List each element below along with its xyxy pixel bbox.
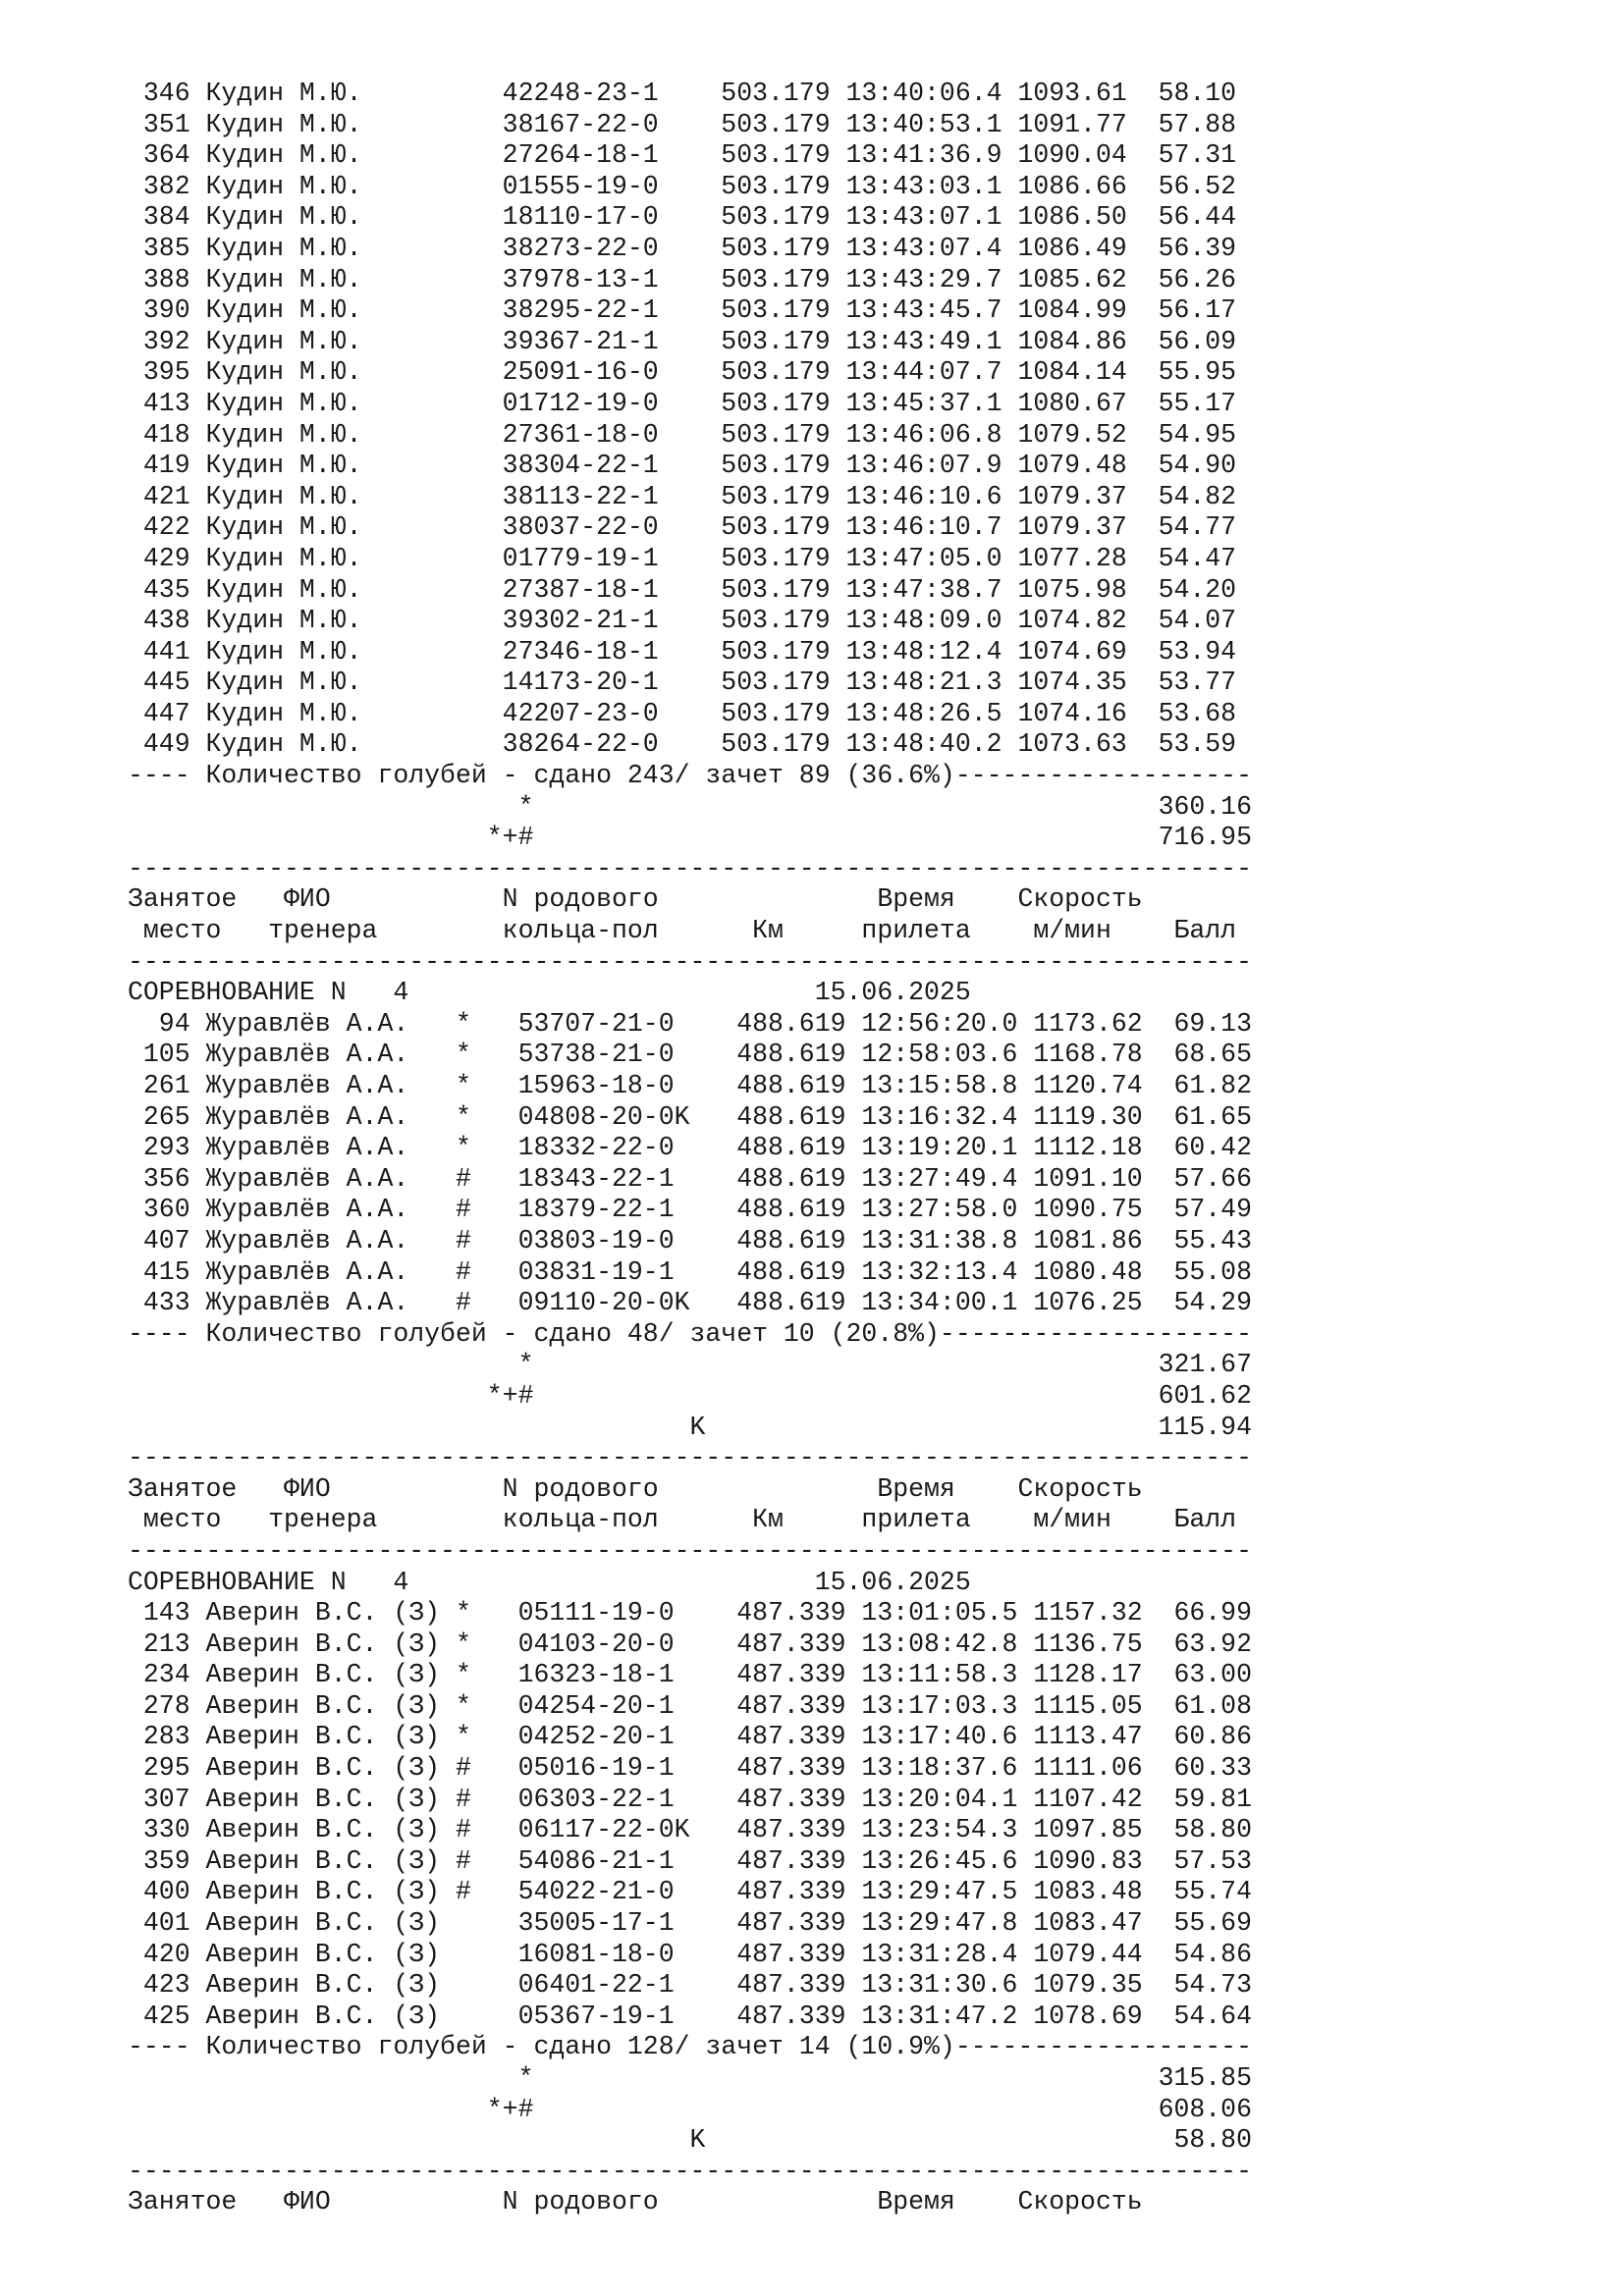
report-line: 438 Кудин М.Ю. 39302-21-1 503.179 13:48:09.0 1074.82 54.07: [128, 606, 1237, 636]
report-line: Занятое ФИО N родового Время Скорость: [128, 1473, 1143, 1504]
report-line: 382 Кудин М.Ю. 01555-19-0 503.179 13:43:03.1 1086.66 56.52: [128, 171, 1237, 201]
report-line: 385 Кудин М.Ю. 38273-22-0 503.179 13:43:07.4 1086.49 56.39: [128, 233, 1237, 263]
report-line: ------------------------------------------------------------------------: [128, 2156, 1252, 2186]
report-line: 364 Кудин М.Ю. 27264-18-1 503.179 13:41:36.9 1090.04 57.31: [128, 140, 1237, 171]
report-line: 283 Аверин В.С. (З) * 04252-20-1 487.339 13:17:40.6 1113.47 60.86: [128, 1722, 1252, 1752]
report-line: 413 Кудин М.Ю. 01712-19-0 503.179 13:45:37.1 1080.67 55.17: [128, 388, 1237, 418]
report-line: *+# 716.95: [128, 823, 1252, 853]
report-line: Занятое ФИО N родового Время Скорость: [128, 2187, 1143, 2217]
report-line: 441 Кудин М.Ю. 27346-18-1 503.179 13:48:12.4 1074.69 53.94: [128, 636, 1237, 667]
report-line: 94 Журавлёв А.А. * 53707-21-0 488.619 12:56:20.0 1173.62 69.13: [128, 1008, 1252, 1039]
report-line: 390 Кудин М.Ю. 38295-22-1 503.179 13:43:45.7 1084.99 56.17: [128, 295, 1237, 326]
report-line: место тренера кольца-пол Км прилета м/мин Балл: [128, 1505, 1237, 1535]
report-line: 359 Аверин В.С. (З) # 54086-21-1 487.339 13:26:45.6 1090.83 57.53: [128, 1845, 1252, 1876]
report-line: 261 Журавлёв А.А. * 15963-18-0 488.619 13:15:58.8 1120.74 61.82: [128, 1071, 1252, 1100]
report-line: 388 Кудин М.Ю. 37978-13-1 503.179 13:43:29.7 1085.62 56.26: [128, 264, 1237, 294]
report-line: ---- Количество голубей - сдано 48/ зачет 10 (20.8%)--------------------: [128, 1318, 1252, 1349]
report-line: 407 Журавлёв А.А. # 03803-19-0 488.619 13:31:38.8 1081.86 55.43: [128, 1225, 1252, 1255]
report-line: 234 Аверин В.С. (З) * 16323-18-1 487.339 13:11:58.3 1128.17 63.00: [128, 1660, 1252, 1690]
report-line: СОРЕВНОВАНИЕ N 4 15.06.2025: [128, 1567, 971, 1597]
report-line: * 315.85: [128, 2063, 1252, 2093]
report-line: 360 Журавлёв А.А. # 18379-22-1 488.619 13:27:58.0 1090.75 57.49: [128, 1195, 1252, 1225]
report-line: СОРЕВНОВАНИЕ N 4 15.06.2025: [128, 978, 971, 1008]
report-line: * 321.67: [128, 1350, 1252, 1380]
report-line: 307 Аверин В.С. (З) # 06303-22-1 487.339 13:20:04.1 1107.42 59.81: [128, 1784, 1252, 1814]
report-line: 392 Кудин М.Ю. 39367-21-1 503.179 13:43:49.1 1084.86 56.09: [128, 326, 1237, 356]
report-line: 422 Кудин М.Ю. 38037-22-0 503.179 13:46:10.7 1079.37 54.77: [128, 512, 1237, 543]
report-line: 429 Кудин М.Ю. 01779-19-1 503.179 13:47:05.0 1077.28 54.47: [128, 543, 1237, 573]
report-line: 421 Кудин М.Ю. 38113-22-1 503.179 13:46:10.6 1079.37 54.82: [128, 481, 1237, 511]
report-line: ---- Количество голубей - сдано 243/ зачет 89 (36.6%)-------------------: [128, 761, 1252, 791]
report-line: 425 Аверин В.С. (З) 05367-19-1 487.339 13:31:47.2 1078.69 54.64: [128, 2001, 1252, 2031]
report-line: K 58.80: [128, 2125, 1252, 2156]
report-line: *+# 608.06: [128, 2094, 1252, 2124]
report-line: 395 Кудин М.Ю. 25091-16-0 503.179 13:44:07.7 1084.14 55.95: [128, 357, 1237, 388]
report-line: 419 Кудин М.Ю. 38304-22-1 503.179 13:46:07.9 1079.48 54.90: [128, 451, 1237, 481]
report-line: ------------------------------------------------------------------------: [128, 1443, 1252, 1473]
report-line: 420 Аверин В.С. (З) 16081-18-0 487.339 13:31:28.4 1079.44 54.86: [128, 1939, 1252, 1969]
report-line: 447 Кудин М.Ю. 42207-23-0 503.179 13:48:26.5 1074.16 53.68: [128, 698, 1237, 728]
report-line: 449 Кудин М.Ю. 38264-22-0 503.179 13:48:40.2 1073.63 53.59: [128, 729, 1237, 760]
results-report: [128, 79, 1252, 2218]
report-line: ------------------------------------------------------------------------: [128, 853, 1252, 883]
report-line: 401 Аверин В.С. (З) 35005-17-1 487.339 13:29:47.8 1083.47 55.69: [128, 1908, 1252, 1939]
report-line: ---- Количество голубей - сдано 128/ зачет 14 (10.9%)-------------------: [128, 2032, 1252, 2062]
report-line: 418 Кудин М.Ю. 27361-18-0 503.179 13:46:06.8 1079.52 54.95: [128, 419, 1237, 450]
report-line: 293 Журавлёв А.А. * 18332-22-0 488.619 13:19:20.1 1112.18 60.42: [128, 1133, 1252, 1163]
report-line: *+# 601.62: [128, 1380, 1252, 1411]
report-line: 433 Журавлёв А.А. # 09110-20-0K 488.619 13:34:00.1 1076.25 54.29: [128, 1288, 1252, 1318]
report-line: 445 Кудин М.Ю. 14173-20-1 503.179 13:48:21.3 1074.35 53.77: [128, 667, 1237, 698]
report-line: 400 Аверин В.С. (З) # 54022-21-0 487.339 13:29:47.5 1083.48 55.74: [128, 1877, 1252, 1907]
report-line: * 360.16: [128, 791, 1252, 822]
report-line: 213 Аверин В.С. (З) * 04103-20-0 487.339 13:08:42.8 1136.75 63.92: [128, 1629, 1252, 1659]
report-line: 105 Журавлёв А.А. * 53738-21-0 488.619 12:58:03.6 1168.78 68.65: [128, 1040, 1252, 1070]
report-line: 356 Журавлёв А.А. # 18343-22-1 488.619 13:27:49.4 1091.10 57.66: [128, 1163, 1252, 1194]
report-line: ------------------------------------------------------------------------: [128, 1535, 1252, 1566]
report-line: место тренера кольца-пол Км прилета м/мин Балл: [128, 916, 1237, 946]
report-line: 330 Аверин В.С. (З) # 06117-22-0K 487.339 13:23:54.3 1097.85 58.80: [128, 1815, 1252, 1845]
report-line: 346 Кудин М.Ю. 42248-23-1 503.179 13:40:06.4 1093.61 58.10: [128, 79, 1237, 108]
report-line: 415 Журавлёв А.А. # 03831-19-1 488.619 13:32:13.4 1080.48 55.08: [128, 1256, 1252, 1287]
report-line: 384 Кудин М.Ю. 18110-17-0 503.179 13:43:07.1 1086.50 56.44: [128, 202, 1237, 233]
report-line: 143 Аверин В.С. (З) * 05111-19-0 487.339 13:01:05.5 1157.32 66.99: [128, 1598, 1252, 1629]
report-line: 265 Журавлёв А.А. * 04808-20-0K 488.619 13:16:32.4 1119.30 61.65: [128, 1101, 1252, 1132]
report-line: Занятое ФИО N родового Время Скорость: [128, 884, 1143, 915]
report-line: K 115.94: [128, 1412, 1252, 1442]
report-line: ------------------------------------------------------------------------: [128, 946, 1252, 977]
report-line: 435 Кудин М.Ю. 27387-18-1 503.179 13:47:38.7 1075.98 54.20: [128, 574, 1237, 605]
report-line: 295 Аверин В.С. (З) # 05016-19-1 487.339 13:18:37.6 1111.06 60.33: [128, 1753, 1252, 1784]
report-line: 351 Кудин М.Ю. 38167-22-0 503.179 13:40:53.1 1091.77 57.88: [128, 109, 1237, 139]
report-line: 278 Аверин В.С. (З) * 04254-20-1 487.339 13:17:03.3 1115.05 61.08: [128, 1690, 1252, 1721]
report-line: 423 Аверин В.С. (З) 06401-22-1 487.339 13:31:30.6 1079.35 54.73: [128, 1970, 1252, 2001]
